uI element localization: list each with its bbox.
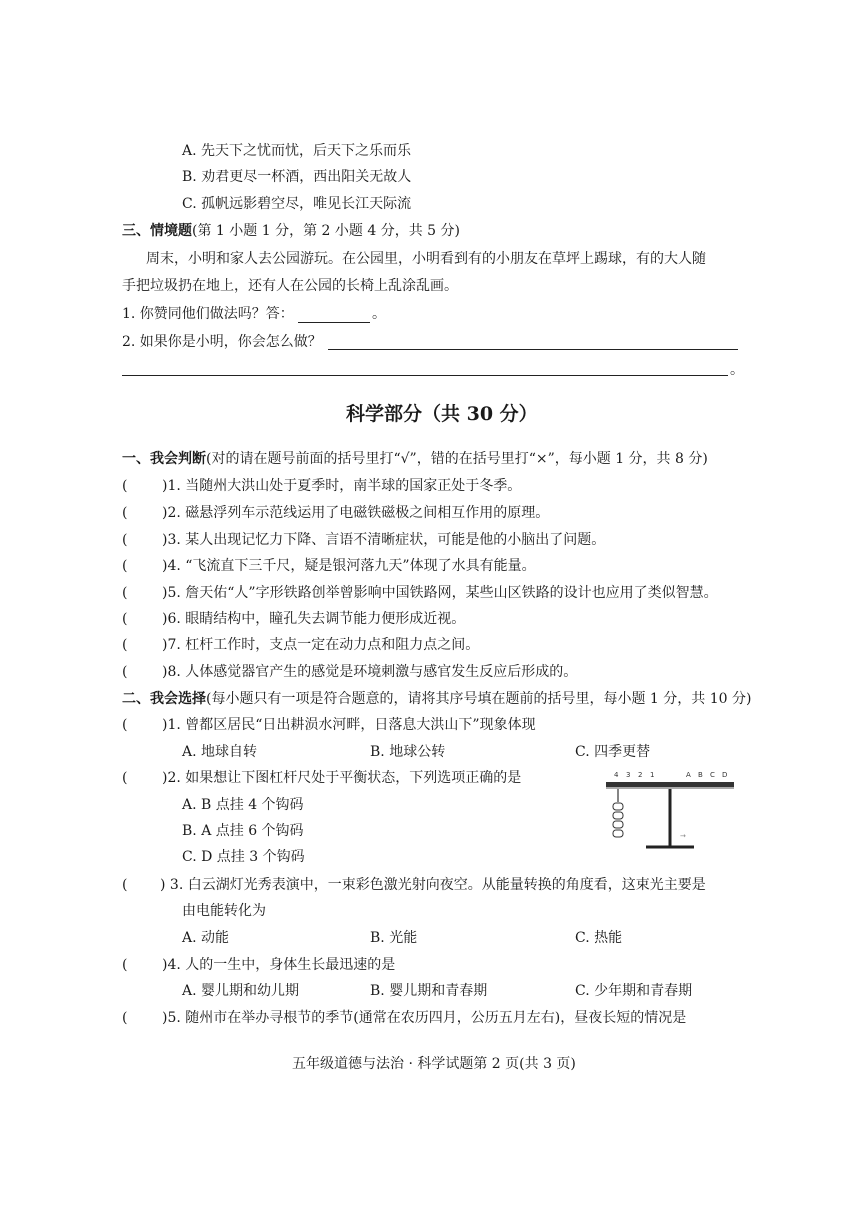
- answer-paren[interactable]: (: [122, 611, 128, 627]
- hook-weight: [613, 803, 623, 810]
- lever-label-right-d: D: [722, 771, 728, 779]
- answer-paren[interactable]: (: [122, 877, 128, 893]
- choice-2-option-a: A. B 点挂 4 个钩码: [182, 797, 304, 813]
- answer-paren[interactable]: (: [122, 637, 128, 653]
- lever-beam: [606, 782, 734, 787]
- option-b: B. 劝君更尽一杯酒，西出阳关无故人: [182, 169, 412, 185]
- answer-paren[interactable]: (: [122, 585, 128, 601]
- judge-item-8: )8. 人体感觉器官产生的感觉是环境刺激与感官发生反应后形成的。: [162, 664, 578, 680]
- section-2-title: 二、我会选择: [122, 691, 206, 707]
- judge-item-2: )2. 磁悬浮列车示范线运用了电磁铁磁极之间相互作用的原理。: [162, 505, 550, 521]
- choice-3-stem-cont: 由电能转化为: [182, 903, 266, 919]
- judge-item-1: )1. 当随州大洪山处于夏季时，南半球的国家正处于冬季。: [162, 478, 522, 494]
- choice-4-stem: )4. 人的一生中，身体生长最迅速的是: [162, 957, 396, 973]
- lever-label-left-2: 2: [638, 771, 643, 779]
- choice-5-stem: )5. 随州市在举办寻根节的季节(通常在农历四月，公历五月左右)，昼夜长短的情况是: [162, 1010, 687, 1026]
- section-3-title: 三、情境题: [122, 223, 192, 239]
- hook-weights: [613, 803, 623, 837]
- choice-4-option-b: B. 婴儿期和青春期: [370, 983, 488, 999]
- choice-4-option-c: C. 少年期和青春期: [575, 983, 693, 999]
- judge-item-6: )6. 眼睛结构中，瞳孔失去调节能力便形成近视。: [162, 611, 466, 627]
- question-2-end: 。: [730, 362, 744, 378]
- choice-3-option-b: B. 光能: [370, 930, 418, 946]
- choice-2-option-c: C. D 点挂 3 个钩码: [182, 849, 305, 865]
- choice-3-option-a: A. 动能: [182, 930, 230, 946]
- lever-label-right-c: C: [710, 771, 715, 779]
- answer-paren[interactable]: (: [122, 505, 128, 521]
- scenario-line-2: 手把垃圾扔在地上，还有人在公园的长椅上乱涂乱画。: [122, 278, 458, 294]
- answer-paren[interactable]: (: [122, 664, 128, 680]
- hook-weight: [613, 830, 623, 837]
- answer-paren[interactable]: (: [122, 478, 128, 494]
- judge-item-3: )3. 某人出现记忆力下降、言语不清晰症状，可能是他的小脑出了问题。: [162, 532, 606, 548]
- question-1-end: 。: [372, 306, 386, 322]
- answer-paren[interactable]: (: [122, 770, 128, 786]
- page-footer: 五年级道德与法治 · 科学试题第 2 页(共 3 页): [292, 1056, 576, 1072]
- section-1-note: (对的请在题号前面的括号里打“√”，错的在括号里打“×”，每小题 1 分，共 8 分): [206, 451, 708, 467]
- answer-paren[interactable]: (: [122, 558, 128, 574]
- svg-text:→: →: [680, 832, 686, 840]
- answer-paren[interactable]: (: [122, 532, 128, 548]
- choice-4-option-a: A. 婴儿期和幼儿期: [182, 983, 300, 999]
- section-1-title: 一、我会判断: [122, 451, 206, 467]
- science-title: 科学部分（共 30 分）: [346, 403, 538, 425]
- choice-1-option-a: A. 地球自转: [182, 744, 258, 760]
- judge-item-7: )7. 杠杆工作时，支点一定在动力点和阻力点之间。: [162, 637, 480, 653]
- option-c: C. 孤帆远影碧空尽，唯见长江天际流: [182, 196, 412, 212]
- lever-diagram: [600, 768, 740, 852]
- choice-2-option-b: B. A 点挂 6 个钩码: [182, 823, 304, 839]
- answer-blank-2a[interactable]: [328, 349, 738, 350]
- section-3-heading: [122, 222, 460, 240]
- hook-weight: [613, 821, 623, 828]
- scenario-line-1: 周末，小明和家人去公园游玩。在公园里，小明看到有的小朋友在草坪上踢球，有的大人随: [146, 251, 706, 267]
- judge-item-5: )5. 詹天佑“人”字形铁路创举曾影响中国铁路网，某些山区铁路的设计也应用了类似智慧。: [162, 585, 718, 601]
- lever-label-left-1: 1: [650, 771, 655, 779]
- choice-1-option-c: C. 四季更替: [575, 744, 651, 760]
- answer-paren[interactable]: (: [122, 717, 128, 733]
- answer-paren[interactable]: (: [122, 1010, 128, 1026]
- answer-paren[interactable]: (: [122, 957, 128, 973]
- option-a: A. 先天下之忧而忧，后天下之乐而乐: [182, 143, 412, 159]
- hook-weight: [613, 812, 623, 819]
- lever-label-left-3: 3: [626, 771, 631, 779]
- answer-blank-1[interactable]: [298, 322, 370, 323]
- choice-3-stem: ) 3. 白云湖灯光秀表演中，一束彩色激光射向夜空。从能量转换的角度看，这束光主要是: [160, 877, 706, 893]
- choice-2-stem: )2. 如果想让下图杠杆尺处于平衡状态，下列选项正确的是: [162, 770, 522, 786]
- section-2-note: (每小题只有一项是符合题意的，请将其序号填在题前的括号里，每小题 1 分，共 10 分): [206, 691, 752, 707]
- judge-item-4: )4. “飞流直下三千尺，疑是银河落九天”体现了水具有能量。: [162, 558, 536, 574]
- section-3-note: (第 1 小题 1 分，第 2 小题 4 分，共 5 分): [192, 223, 460, 239]
- lever-label-right-a: A: [686, 771, 691, 779]
- choice-1-stem: )1. 曾都区居民“日出耕涢水河畔，日落息大洪山下”现象体现: [162, 717, 536, 733]
- choice-1-option-b: B. 地球公转: [370, 744, 446, 760]
- question-1: 1. 你赞同他们做法吗？答：: [122, 306, 294, 322]
- choice-3-option-c: C. 热能: [575, 930, 623, 946]
- question-2: 2. 如果你是小明，你会怎么做？: [122, 334, 322, 350]
- lever-label-left-4: 4: [614, 771, 619, 779]
- science-section-1-heading: [122, 450, 708, 468]
- lever-label-right-b: B: [698, 771, 703, 779]
- answer-blank-2b[interactable]: [122, 375, 728, 376]
- science-section-2-heading: [122, 690, 751, 708]
